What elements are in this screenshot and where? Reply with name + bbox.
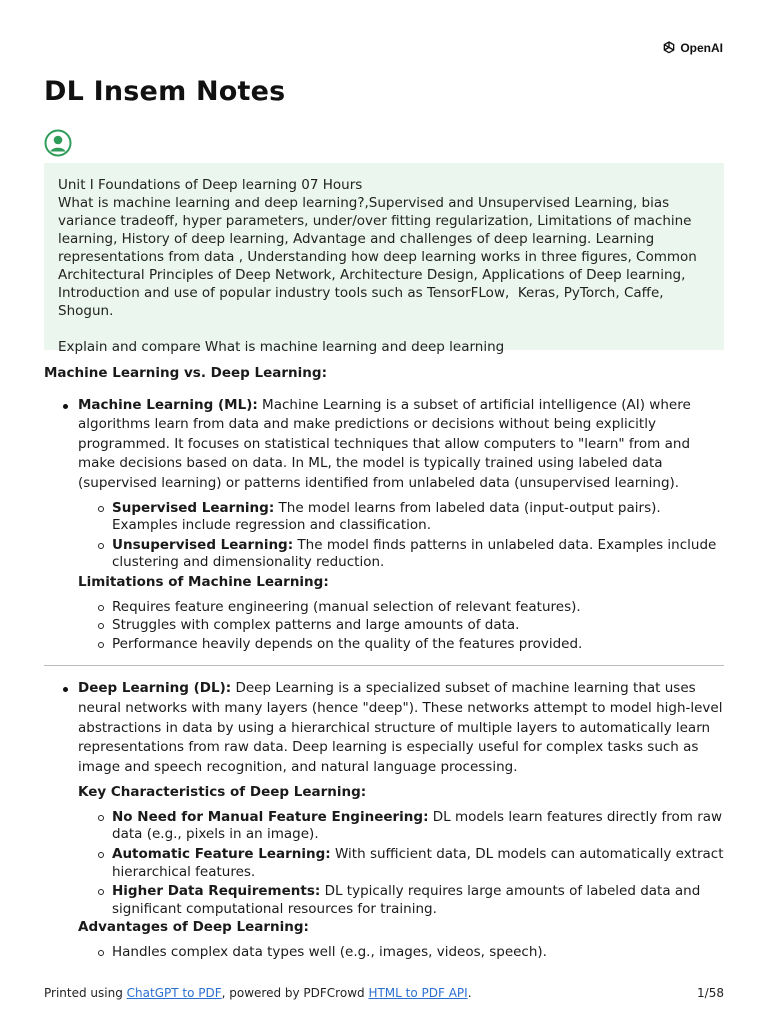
footer-prefix: Printed using [44,986,127,1000]
footer-middle: , powered by PDFCrowd [221,986,369,1000]
list-item: Struggles with complex patterns and large amounts of data. [78,617,724,635]
print-footer [44,986,724,1000]
characteristic-text: DL typically requires large amounts of labeled data and significant computational resources for training. [112,883,701,917]
section-divider [44,665,724,666]
footer-credit [44,986,472,1000]
dl-item [44,679,724,961]
list-item [78,537,724,572]
page-title: DL Insem Notes [44,76,286,107]
list-item [78,500,724,535]
dl-text: Deep Learning is a specialized subset of machine learning that uses neural networks with many layers (hence "deep"). These networks attempt to model high-level abstractions in data by using a hierarchical structure of multiple layers to automatically learn representations from raw data. Deep learning is especially useful for complex tasks such as image and speech recognition, and natural language processing. [78,680,723,775]
html-to-pdf-api-link[interactable]: HTML to PDF API [368,986,468,1000]
supervised-text: The model learns from labeled data (input-output pairs). Examples include regression and classification. [112,499,661,534]
chatgpt-to-pdf-link[interactable]: ChatGPT to PDF [126,986,222,1000]
dl-advantages-list [78,944,724,962]
characteristic-text: DL models learn features directly from raw data (e.g., pixels in an image). [112,808,723,843]
characteristic-text: With sufficient data, DL models can automatically extract hierarchical features. [112,846,724,880]
list-item: Requires feature engineering (manual selection of relevant features). [78,599,724,617]
characteristic-term: No Need for Manual Feature Engineering: [112,808,429,825]
openai-logo-icon [661,40,677,56]
dl-advantages-heading: Advantages of Deep Learning: [78,919,309,936]
dl-characteristics-heading: Key Characteristics of Deep Learning: [78,784,367,801]
brand-label: OpenAI [680,41,723,55]
ml-list [44,396,724,654]
page-number: 1/58 [697,986,724,1000]
ml-text: Machine Learning is a subset of artificial intelligence (AI) where algorithms learn from data and make predictions or decisions without being explicitly programmed. It focuses on statistical techniques that allow computers to "learn" from and make decisions based on data. In ML, the model is typically trained using labeled data (supervised learning) or patterns identified from unlabeled data (unsupervised learning). [78,396,691,491]
list-item [78,846,724,881]
prompt-text: Unit I Foundations of Deep learning 07 Hours What is machine learning and deep learning?,Supervised and Unsupervised Learning, bias variance tradeoff, hyper parameters, under/over fitting regularization, Limitations of machine learning, History of deep learning, Advantage and challenges of deep learning. Learning representations from data , Understanding how deep learning works in three figures, Common Architectural Principles of Deep Network, Architecture Design, Applications of Deep learning, Introduction and use of popular industry tools such as TensorFLow, Keras, PyTorch, Caffe, Shogun. Explain and compare What is machine learning and deep learning [58,177,697,355]
unsupervised-text: The model finds patterns in unlabeled data. Examples include clustering and dimensionality reduction. [112,536,717,571]
supervised-term: Supervised Learning: [112,499,275,516]
assistant-answer [44,362,724,962]
unsupervised-term: Unsupervised Learning: [112,536,294,553]
footer-suffix: . [467,986,472,1000]
list-item [78,883,724,918]
ml-limitations-list [78,599,724,654]
list-item [78,809,724,844]
dl-list [44,679,724,961]
ml-item [44,396,724,654]
characteristic-term: Higher Data Requirements: [112,883,321,900]
list-item: Performance heavily depends on the quality of the features provided. [78,636,724,654]
ml-term: Machine Learning (ML): [78,396,258,413]
ml-subtypes-list [78,500,724,572]
user-prompt [44,163,724,355]
answer-heading: Machine Learning vs. Deep Learning: [44,365,327,381]
characteristic-term: Automatic Feature Learning: [112,846,331,863]
list-item: Handles complex data types well (e.g., images, videos, speech). [78,944,724,962]
dl-term: Deep Learning (DL): [78,680,232,697]
openai-brand [661,40,723,56]
dl-characteristics-list [78,809,724,919]
ml-limitations-heading: Limitations of Machine Learning: [78,573,329,590]
user-avatar-icon [44,129,72,157]
